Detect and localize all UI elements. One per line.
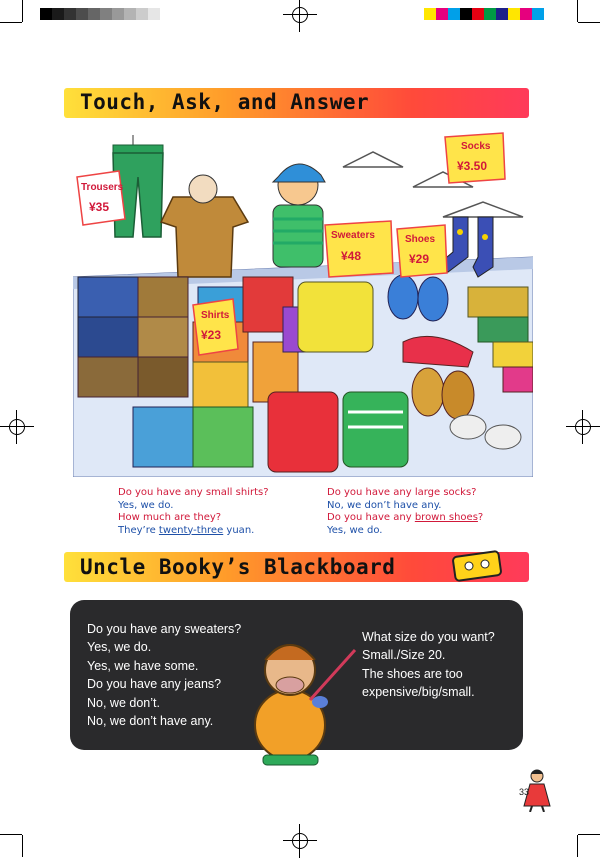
dialogue-line: Do you have any large socks? [327, 487, 477, 498]
underlined-phrase: brown shoes [414, 512, 478, 523]
blackboard-line: The shoes are too [362, 666, 463, 681]
color-calibration-strip [424, 8, 544, 20]
price-tag-socks-price: ¥3.50 [457, 159, 488, 173]
crop-mark [0, 22, 22, 23]
price-tag-trousers-label: Trousers [81, 182, 124, 193]
crop-mark [578, 22, 600, 23]
crop-mark [577, 835, 578, 857]
price-tag-shirts [193, 299, 238, 355]
clothing-store-illustration [73, 127, 533, 477]
blackboard-line: Small./Size 20. [362, 648, 446, 663]
dialogue-line: Do you have any brown shoes? [327, 512, 484, 523]
blackboard-line: Yes, we have some. [87, 658, 199, 673]
crop-mark [578, 834, 600, 835]
blackboard-line: Do you have any sweaters? [87, 622, 242, 636]
dialogue-line: No, we don’t have any. [327, 499, 442, 511]
price-tag-shoes [397, 225, 447, 277]
price-tag-shoes-label: Shoes [405, 234, 436, 245]
blackboard-left-text [87, 620, 241, 730]
section-title-touch: Touch, Ask, and Answer [80, 90, 370, 114]
price-tag-trousers-price: ¥35 [89, 200, 110, 214]
crop-mark [577, 0, 578, 22]
grayscale-calibration-strip [40, 8, 160, 20]
registration-mark-bottom [289, 830, 311, 852]
blackboard-line: What size do you want? [362, 630, 495, 644]
crop-mark [0, 834, 22, 835]
registration-mark-top [289, 4, 311, 26]
crop-mark [22, 835, 23, 857]
price-tag-sweaters-label: Sweaters [331, 230, 375, 241]
dialogue-line: They’re twenty-three yuan. [118, 524, 255, 536]
registration-mark-right [572, 416, 594, 438]
price-tag-socks-label: Socks [461, 141, 491, 152]
dialogue-right [327, 487, 483, 537]
price-tag-sweaters-price: ¥48 [341, 249, 362, 263]
dialogue-line: Yes, we do. [327, 524, 383, 536]
blackboard-right-text [362, 628, 495, 702]
registration-mark-left [6, 416, 28, 438]
crop-mark [22, 0, 23, 22]
dialogue-line: Do you have any small shirts? [118, 487, 269, 498]
blackboard-line: No, we don’t. [87, 695, 160, 710]
dialogue-line: Yes, we do. [118, 499, 174, 511]
uncle-booky-illustration [235, 630, 360, 770]
underlined-phrase: twenty-three [158, 524, 224, 536]
dialogue-left [118, 487, 269, 537]
price-tag-shirts-price: ¥23 [201, 328, 222, 342]
dialogue-line: How much are they? [118, 512, 222, 523]
section-title-blackboard: Uncle Booky’s Blackboard [80, 555, 396, 579]
blackboard-line: Do you have any jeans? [87, 677, 222, 692]
blackboard-line: Yes, we do. [87, 640, 152, 655]
blackboard-line: expensive/big/small. [362, 685, 475, 700]
price-tag-shirts-label: Shirts [201, 310, 230, 321]
blackboard-line: No, we don’t have any. [87, 714, 214, 729]
page-number: 33 [519, 787, 530, 797]
price-tag-shoes-price: ¥29 [409, 252, 430, 266]
tape-cassette-icon [452, 548, 502, 582]
price-tag-trousers [77, 171, 125, 225]
